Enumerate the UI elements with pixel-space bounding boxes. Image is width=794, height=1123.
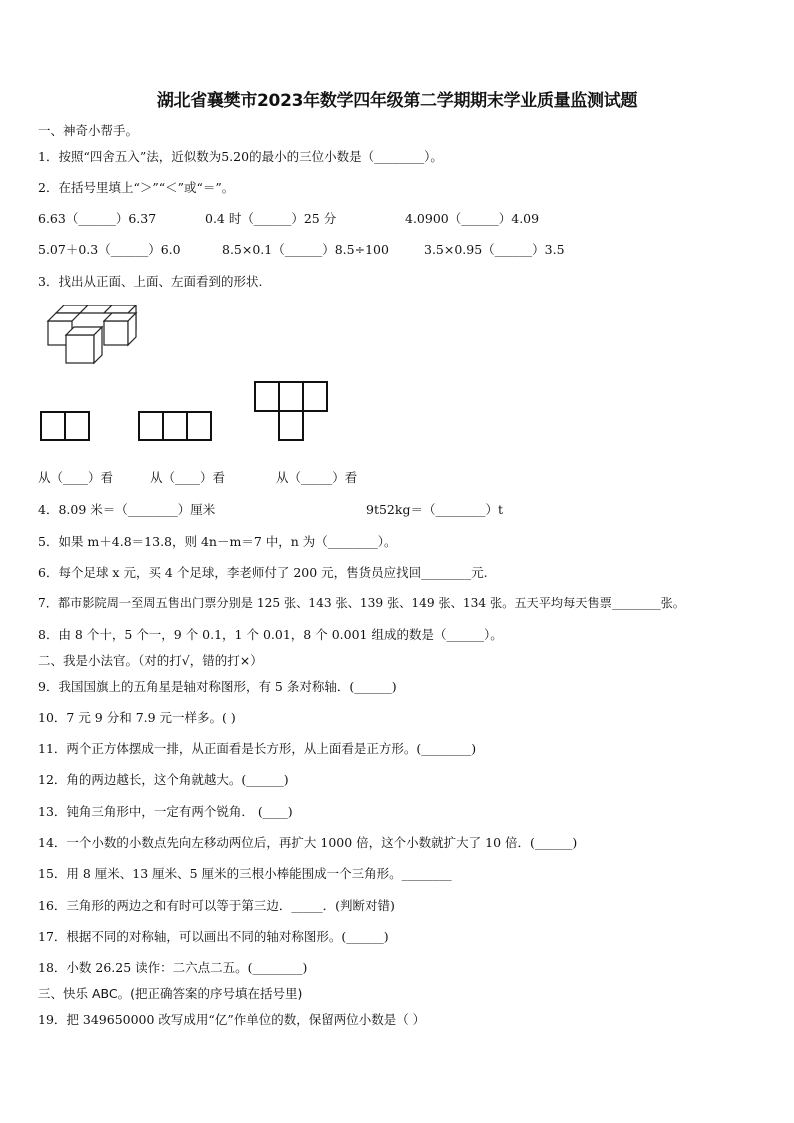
cube-front-face bbox=[66, 335, 94, 363]
view-label-c: 从（_____）看 bbox=[276, 470, 358, 485]
question-12: 12．角的两边越长，这个角就越大。(______) bbox=[38, 772, 289, 787]
question-2: 2．在括号里填上“＞”“＜”或“＝”。 bbox=[38, 180, 235, 195]
question-1: 1．按照“四舍五入”法，近似数为5.20的最小的三位小数是（________）。 bbox=[38, 149, 443, 164]
question-13: 13．钝角三角形中，一定有两个锐角． (____) bbox=[38, 804, 293, 819]
compare-item-6: 3.5×0.95（______）3.5 bbox=[424, 242, 565, 257]
compare-item-2: 0.4 时（______）25 分 bbox=[205, 211, 337, 226]
question-14: 14．一个小数的小数点先向左移动两位后，再扩大 1000 倍，这个小数就扩大了 10 倍．(______) bbox=[38, 835, 578, 850]
question-9: 9．我国国旗上的五角星是轴对称图形，有 5 条对称轴．(______) bbox=[38, 679, 397, 694]
question-15: 15．用 8 厘米、13 厘米、5 厘米的三根小棒能围成一个三角形。________ bbox=[38, 866, 452, 881]
question-4a: 4．8.09 米＝（________）厘米 bbox=[38, 502, 216, 517]
section-2-heading: 二、我是小法官。（对的打√，错的打×） bbox=[38, 653, 263, 668]
compare-item-3: 4.0900（______）4.09 bbox=[405, 211, 540, 226]
question-5: 5．如果 m＋4.8＝13.8，则 4n－m＝7 中，n 为（________）。 bbox=[38, 534, 397, 549]
view-shape-a bbox=[39, 410, 91, 442]
question-19: 19．把 349650000 改写成用“亿”作单位的数，保留两位小数是（ ） bbox=[38, 1012, 426, 1027]
question-10: 10．7 元 9 分和 7.9 元一样多。( ) bbox=[38, 710, 236, 725]
page-title: 湖北省襄樊市2023年数学四年级第二学期期末学业质量监测试题 bbox=[156, 91, 638, 111]
compare-item-4: 5.07＋0.3（______）6.0 bbox=[38, 242, 181, 257]
cube-top-face bbox=[48, 313, 80, 321]
question-7: 7．都市影院周一至周五售出门票分别是 125 张、143 张、139 张、149 张、134 张。五天平均每天售票________张。 bbox=[38, 596, 685, 610]
question-11: 11．两个正方体摆成一排，从正面看是长方形，从上面看是正方形。(________) bbox=[38, 741, 477, 756]
view-label-a: 从（____）看 bbox=[38, 470, 114, 485]
section-3-heading: 三、快乐 ABC。(把正确答案的序号填在括号里) bbox=[38, 986, 303, 1001]
question-8: 8．由 8 个十，5 个一，9 个 0.1，1 个 0.01，8 个 0.001 组成的数是（______）。 bbox=[38, 627, 503, 642]
cube-front-face bbox=[104, 321, 128, 345]
question-16: 16．三角形的两边之和有时可以等于第三边．_____．(判断对错) bbox=[38, 898, 395, 913]
question-3: 3．找出从正面、上面、左面看到的形状. bbox=[38, 274, 263, 289]
view-label-b: 从（____）看 bbox=[150, 470, 226, 485]
view-shape-b bbox=[137, 410, 213, 442]
question-4b: 9t52kg＝（________）t bbox=[366, 502, 503, 517]
view-shape-c bbox=[253, 380, 331, 442]
question-6: 6．每个足球 x 元，买 4 个足球，李老师付了 200 元，售货员应找回________元. bbox=[38, 565, 488, 580]
question-17: 17．根据不同的对称轴，可以画出不同的轴对称图形。(______) bbox=[38, 929, 389, 944]
compare-item-5: 8.5×0.1（______）8.5÷100 bbox=[222, 242, 389, 257]
cube-solid-figure bbox=[38, 305, 148, 367]
compare-item-1: 6.63（______）6.37 bbox=[38, 211, 157, 226]
question-18: 18．小数 26.25 读作：二六点二五。(________) bbox=[38, 960, 308, 975]
section-1-heading: 一、神奇小帮手。 bbox=[38, 123, 139, 138]
